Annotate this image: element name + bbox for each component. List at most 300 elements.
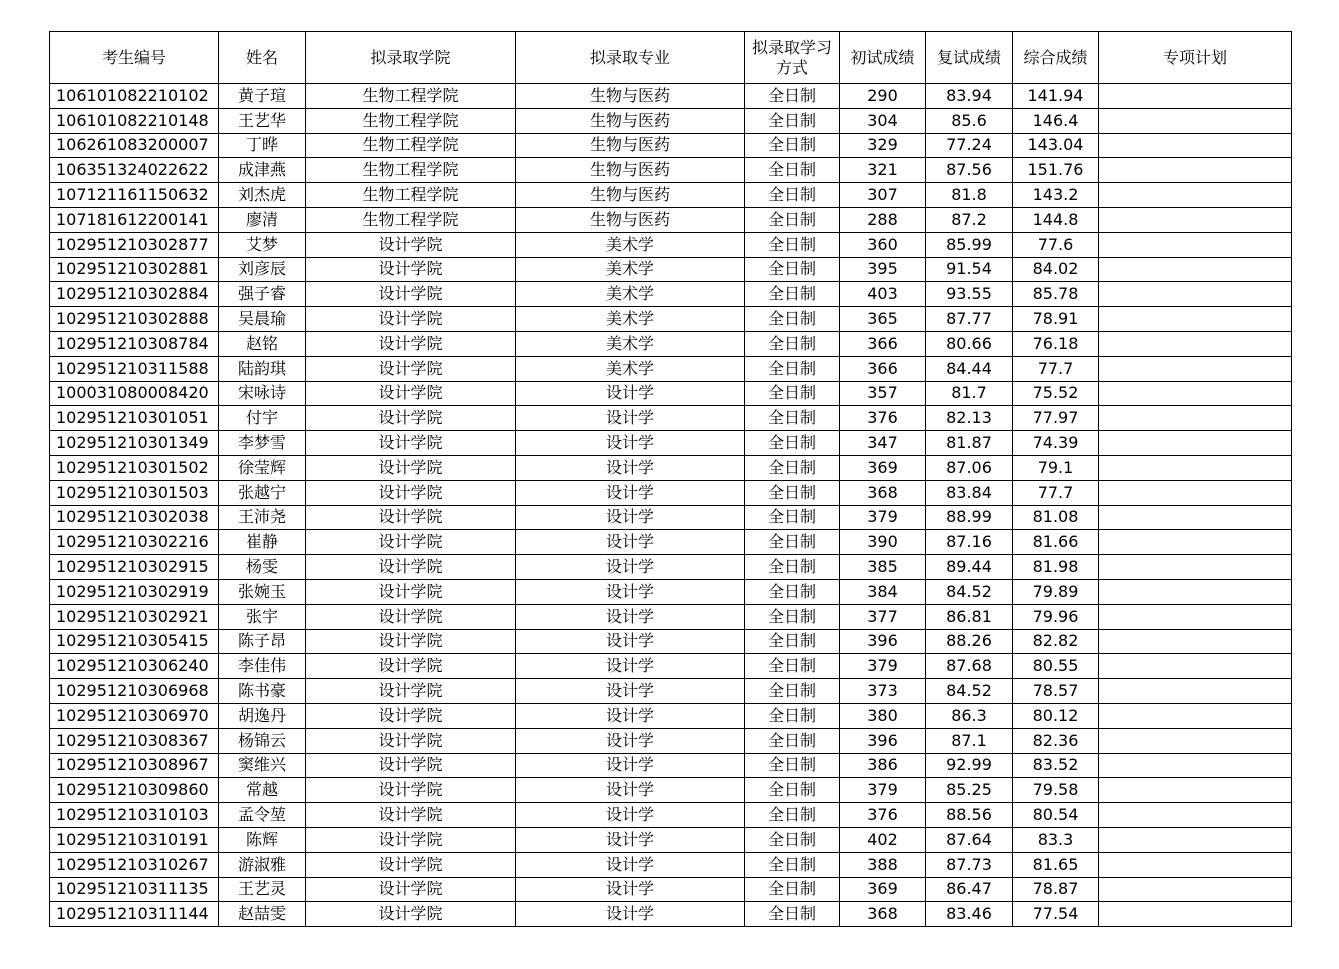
cell-study-mode: 全日制 — [745, 307, 840, 332]
cell-total-score: 80.54 — [1013, 803, 1099, 828]
cell-special-plan — [1099, 455, 1292, 480]
cell-name: 艾梦 — [219, 232, 306, 257]
cell-initial-score: 360 — [840, 232, 926, 257]
cell-exam-id: 102951210302888 — [50, 307, 219, 332]
cell-major: 生物与医药 — [516, 158, 745, 183]
cell-retest-score: 84.44 — [926, 356, 1013, 381]
header-initial-score: 初试成绩 — [840, 32, 926, 84]
cell-study-mode: 全日制 — [745, 579, 840, 604]
cell-college: 设计学院 — [306, 356, 516, 381]
cell-college: 设计学院 — [306, 728, 516, 753]
cell-special-plan — [1099, 530, 1292, 555]
cell-total-score: 78.87 — [1013, 877, 1099, 902]
cell-total-score: 80.55 — [1013, 654, 1099, 679]
cell-name: 付宇 — [219, 406, 306, 431]
cell-retest-score: 87.68 — [926, 654, 1013, 679]
cell-exam-id: 102951210306970 — [50, 703, 219, 728]
cell-retest-score: 93.55 — [926, 282, 1013, 307]
cell-study-mode: 全日制 — [745, 728, 840, 753]
cell-retest-score: 92.99 — [926, 753, 1013, 778]
cell-exam-id: 102951210306968 — [50, 679, 219, 704]
cell-exam-id: 102951210311144 — [50, 902, 219, 927]
cell-exam-id: 102951210302877 — [50, 232, 219, 257]
cell-major: 美术学 — [516, 307, 745, 332]
header-retest-score: 复试成绩 — [926, 32, 1013, 84]
cell-retest-score: 83.46 — [926, 902, 1013, 927]
cell-major: 设计学 — [516, 852, 745, 877]
cell-major: 设计学 — [516, 579, 745, 604]
cell-initial-score: 369 — [840, 455, 926, 480]
cell-college: 生物工程学院 — [306, 133, 516, 158]
cell-special-plan — [1099, 579, 1292, 604]
cell-special-plan — [1099, 505, 1292, 530]
cell-major: 设计学 — [516, 753, 745, 778]
cell-study-mode: 全日制 — [745, 207, 840, 232]
cell-name: 赵喆雯 — [219, 902, 306, 927]
table-row — [50, 84, 1292, 109]
cell-college: 设计学院 — [306, 778, 516, 803]
cell-total-score: 144.8 — [1013, 207, 1099, 232]
cell-college: 设计学院 — [306, 803, 516, 828]
cell-initial-score: 329 — [840, 133, 926, 158]
cell-major: 设计学 — [516, 604, 745, 629]
cell-total-score: 82.82 — [1013, 629, 1099, 654]
cell-study-mode: 全日制 — [745, 108, 840, 133]
cell-retest-score: 87.1 — [926, 728, 1013, 753]
cell-college: 设计学院 — [306, 431, 516, 456]
cell-initial-score: 365 — [840, 307, 926, 332]
admission-table — [49, 31, 1292, 927]
cell-total-score: 84.02 — [1013, 257, 1099, 282]
cell-initial-score: 304 — [840, 108, 926, 133]
cell-special-plan — [1099, 728, 1292, 753]
cell-special-plan — [1099, 108, 1292, 133]
cell-study-mode: 全日制 — [745, 183, 840, 208]
cell-initial-score: 307 — [840, 183, 926, 208]
cell-major: 设计学 — [516, 555, 745, 580]
cell-initial-score: 376 — [840, 803, 926, 828]
cell-total-score: 74.39 — [1013, 431, 1099, 456]
cell-exam-id: 102951210311135 — [50, 877, 219, 902]
cell-total-score: 81.08 — [1013, 505, 1099, 530]
table-row — [50, 530, 1292, 555]
table-row — [50, 505, 1292, 530]
table-row — [50, 158, 1292, 183]
cell-name: 陆韵琪 — [219, 356, 306, 381]
table-row — [50, 480, 1292, 505]
cell-special-plan — [1099, 331, 1292, 356]
cell-college: 设计学院 — [306, 579, 516, 604]
cell-name: 徐莹辉 — [219, 455, 306, 480]
cell-major: 设计学 — [516, 728, 745, 753]
table-row — [50, 728, 1292, 753]
table-row — [50, 133, 1292, 158]
cell-initial-score: 369 — [840, 877, 926, 902]
cell-college: 设计学院 — [306, 604, 516, 629]
cell-major: 美术学 — [516, 331, 745, 356]
cell-retest-score: 91.54 — [926, 257, 1013, 282]
table-row — [50, 232, 1292, 257]
cell-special-plan — [1099, 654, 1292, 679]
header-total-score: 综合成绩 — [1013, 32, 1099, 84]
cell-retest-score: 87.73 — [926, 852, 1013, 877]
cell-study-mode: 全日制 — [745, 604, 840, 629]
cell-initial-score: 379 — [840, 654, 926, 679]
cell-retest-score: 81.87 — [926, 431, 1013, 456]
cell-total-score: 151.76 — [1013, 158, 1099, 183]
cell-college: 设计学院 — [306, 480, 516, 505]
table-row — [50, 753, 1292, 778]
cell-name: 杨锦云 — [219, 728, 306, 753]
cell-retest-score: 86.47 — [926, 877, 1013, 902]
cell-retest-score: 84.52 — [926, 679, 1013, 704]
cell-name: 成津燕 — [219, 158, 306, 183]
cell-retest-score: 87.2 — [926, 207, 1013, 232]
cell-major: 美术学 — [516, 282, 745, 307]
cell-college: 设计学院 — [306, 555, 516, 580]
cell-initial-score: 396 — [840, 728, 926, 753]
cell-initial-score: 380 — [840, 703, 926, 728]
cell-study-mode: 全日制 — [745, 902, 840, 927]
cell-exam-id: 102951210301502 — [50, 455, 219, 480]
cell-total-score: 79.96 — [1013, 604, 1099, 629]
cell-study-mode: 全日制 — [745, 827, 840, 852]
cell-total-score: 77.54 — [1013, 902, 1099, 927]
cell-name: 王艺灵 — [219, 877, 306, 902]
cell-study-mode: 全日制 — [745, 555, 840, 580]
cell-exam-id: 102951210308784 — [50, 331, 219, 356]
cell-name: 陈辉 — [219, 827, 306, 852]
cell-college: 生物工程学院 — [306, 207, 516, 232]
header-study-mode: 拟录取学习方式 — [745, 32, 840, 84]
table-header — [50, 32, 1292, 84]
cell-exam-id: 102951210311588 — [50, 356, 219, 381]
cell-name: 李佳伟 — [219, 654, 306, 679]
cell-total-score: 77.7 — [1013, 480, 1099, 505]
table-row — [50, 803, 1292, 828]
cell-name: 张宇 — [219, 604, 306, 629]
cell-college: 设计学院 — [306, 232, 516, 257]
cell-total-score: 83.3 — [1013, 827, 1099, 852]
cell-retest-score: 82.13 — [926, 406, 1013, 431]
cell-study-mode: 全日制 — [745, 530, 840, 555]
table-row — [50, 207, 1292, 232]
cell-initial-score: 377 — [840, 604, 926, 629]
cell-study-mode: 全日制 — [745, 84, 840, 109]
cell-retest-score: 87.77 — [926, 307, 1013, 332]
cell-college: 生物工程学院 — [306, 108, 516, 133]
cell-college: 生物工程学院 — [306, 183, 516, 208]
cell-special-plan — [1099, 604, 1292, 629]
cell-name: 崔静 — [219, 530, 306, 555]
cell-retest-score: 80.66 — [926, 331, 1013, 356]
cell-name: 王沛尧 — [219, 505, 306, 530]
cell-major: 生物与医药 — [516, 84, 745, 109]
cell-college: 设计学院 — [306, 530, 516, 555]
cell-major: 设计学 — [516, 455, 745, 480]
cell-total-score: 79.89 — [1013, 579, 1099, 604]
cell-total-score: 76.18 — [1013, 331, 1099, 356]
table-row — [50, 406, 1292, 431]
cell-exam-id: 102951210309860 — [50, 778, 219, 803]
table-row — [50, 307, 1292, 332]
table-row — [50, 356, 1292, 381]
cell-major: 设计学 — [516, 480, 745, 505]
cell-name: 赵铭 — [219, 331, 306, 356]
cell-study-mode: 全日制 — [745, 778, 840, 803]
cell-special-plan — [1099, 381, 1292, 406]
table-row — [50, 604, 1292, 629]
cell-initial-score: 376 — [840, 406, 926, 431]
table-row — [50, 431, 1292, 456]
cell-initial-score: 321 — [840, 158, 926, 183]
cell-major: 设计学 — [516, 827, 745, 852]
cell-exam-id: 102951210301051 — [50, 406, 219, 431]
cell-exam-id: 102951210310103 — [50, 803, 219, 828]
cell-special-plan — [1099, 207, 1292, 232]
cell-special-plan — [1099, 778, 1292, 803]
cell-total-score: 81.66 — [1013, 530, 1099, 555]
cell-major: 设计学 — [516, 530, 745, 555]
cell-name: 丁晔 — [219, 133, 306, 158]
cell-college: 设计学院 — [306, 331, 516, 356]
cell-retest-score: 85.6 — [926, 108, 1013, 133]
cell-special-plan — [1099, 555, 1292, 580]
cell-exam-id: 107121161150632 — [50, 183, 219, 208]
cell-name: 张婉玉 — [219, 579, 306, 604]
cell-initial-score: 379 — [840, 505, 926, 530]
cell-total-score: 81.65 — [1013, 852, 1099, 877]
cell-exam-id: 102951210302881 — [50, 257, 219, 282]
cell-initial-score: 373 — [840, 679, 926, 704]
cell-name: 张越宁 — [219, 480, 306, 505]
cell-study-mode: 全日制 — [745, 356, 840, 381]
table-row — [50, 827, 1292, 852]
table-row — [50, 852, 1292, 877]
header-major: 拟录取专业 — [516, 32, 745, 84]
cell-initial-score: 366 — [840, 331, 926, 356]
cell-initial-score: 388 — [840, 852, 926, 877]
cell-retest-score: 87.56 — [926, 158, 1013, 183]
cell-major: 生物与医药 — [516, 133, 745, 158]
cell-retest-score: 86.3 — [926, 703, 1013, 728]
cell-exam-id: 102951210310191 — [50, 827, 219, 852]
cell-exam-id: 102951210305415 — [50, 629, 219, 654]
cell-study-mode: 全日制 — [745, 158, 840, 183]
cell-major: 设计学 — [516, 406, 745, 431]
cell-retest-score: 84.52 — [926, 579, 1013, 604]
cell-name: 吴晨瑜 — [219, 307, 306, 332]
cell-name: 黄子瑄 — [219, 84, 306, 109]
table-row — [50, 282, 1292, 307]
cell-initial-score: 385 — [840, 555, 926, 580]
cell-exam-id: 102951210306240 — [50, 654, 219, 679]
cell-college: 设计学院 — [306, 679, 516, 704]
cell-exam-id: 106101082210102 — [50, 84, 219, 109]
cell-exam-id: 102951210302921 — [50, 604, 219, 629]
cell-college: 设计学院 — [306, 406, 516, 431]
cell-major: 设计学 — [516, 654, 745, 679]
cell-exam-id: 107181612200141 — [50, 207, 219, 232]
cell-exam-id: 102951210301503 — [50, 480, 219, 505]
cell-initial-score: 379 — [840, 778, 926, 803]
cell-exam-id: 102951210302216 — [50, 530, 219, 555]
cell-major: 生物与医药 — [516, 207, 745, 232]
table-row — [50, 455, 1292, 480]
cell-exam-id: 102951210310267 — [50, 852, 219, 877]
cell-major: 设计学 — [516, 505, 745, 530]
table-row — [50, 902, 1292, 927]
table-row — [50, 183, 1292, 208]
cell-retest-score: 87.16 — [926, 530, 1013, 555]
cell-major: 设计学 — [516, 381, 745, 406]
table-row — [50, 381, 1292, 406]
cell-retest-score: 81.8 — [926, 183, 1013, 208]
cell-special-plan — [1099, 158, 1292, 183]
cell-college: 设计学院 — [306, 753, 516, 778]
cell-retest-score: 77.24 — [926, 133, 1013, 158]
cell-college: 生物工程学院 — [306, 158, 516, 183]
cell-exam-id: 102951210302915 — [50, 555, 219, 580]
cell-college: 设计学院 — [306, 257, 516, 282]
table-row — [50, 703, 1292, 728]
cell-college: 设计学院 — [306, 877, 516, 902]
cell-major: 设计学 — [516, 629, 745, 654]
cell-exam-id: 102951210302038 — [50, 505, 219, 530]
table-row — [50, 629, 1292, 654]
cell-special-plan — [1099, 282, 1292, 307]
cell-name: 强子睿 — [219, 282, 306, 307]
cell-college: 设计学院 — [306, 827, 516, 852]
cell-total-score: 78.91 — [1013, 307, 1099, 332]
cell-major: 生物与医药 — [516, 108, 745, 133]
cell-total-score: 78.57 — [1013, 679, 1099, 704]
cell-special-plan — [1099, 84, 1292, 109]
cell-name: 孟令堃 — [219, 803, 306, 828]
table-row — [50, 877, 1292, 902]
cell-exam-id: 102951210301349 — [50, 431, 219, 456]
cell-major: 设计学 — [516, 902, 745, 927]
cell-exam-id: 102951210308367 — [50, 728, 219, 753]
cell-name: 刘杰虎 — [219, 183, 306, 208]
cell-major: 设计学 — [516, 679, 745, 704]
cell-study-mode: 全日制 — [745, 703, 840, 728]
cell-exam-id: 106261083200007 — [50, 133, 219, 158]
cell-total-score: 83.52 — [1013, 753, 1099, 778]
table-row — [50, 778, 1292, 803]
cell-study-mode: 全日制 — [745, 133, 840, 158]
cell-name: 常越 — [219, 778, 306, 803]
cell-exam-id: 100031080008420 — [50, 381, 219, 406]
table-row — [50, 331, 1292, 356]
cell-major: 设计学 — [516, 877, 745, 902]
cell-major: 设计学 — [516, 431, 745, 456]
cell-initial-score: 396 — [840, 629, 926, 654]
cell-name: 李梦雪 — [219, 431, 306, 456]
cell-special-plan — [1099, 877, 1292, 902]
cell-study-mode: 全日制 — [745, 852, 840, 877]
cell-initial-score: 395 — [840, 257, 926, 282]
cell-initial-score: 403 — [840, 282, 926, 307]
cell-college: 设计学院 — [306, 629, 516, 654]
cell-name: 胡逸丹 — [219, 703, 306, 728]
cell-name: 杨雯 — [219, 555, 306, 580]
cell-total-score: 141.94 — [1013, 84, 1099, 109]
cell-college: 设计学院 — [306, 902, 516, 927]
cell-special-plan — [1099, 431, 1292, 456]
cell-college: 设计学院 — [306, 852, 516, 877]
cell-special-plan — [1099, 406, 1292, 431]
cell-name: 廖清 — [219, 207, 306, 232]
cell-total-score: 77.7 — [1013, 356, 1099, 381]
cell-major: 设计学 — [516, 778, 745, 803]
cell-study-mode: 全日制 — [745, 331, 840, 356]
cell-name: 刘彦辰 — [219, 257, 306, 282]
cell-special-plan — [1099, 629, 1292, 654]
cell-initial-score: 384 — [840, 579, 926, 604]
cell-college: 设计学院 — [306, 654, 516, 679]
cell-retest-score: 88.99 — [926, 505, 1013, 530]
cell-retest-score: 88.26 — [926, 629, 1013, 654]
cell-initial-score: 386 — [840, 753, 926, 778]
cell-name: 宋咏诗 — [219, 381, 306, 406]
cell-exam-id: 102951210302919 — [50, 579, 219, 604]
cell-special-plan — [1099, 183, 1292, 208]
cell-retest-score: 88.56 — [926, 803, 1013, 828]
cell-college: 设计学院 — [306, 455, 516, 480]
table-row — [50, 679, 1292, 704]
cell-study-mode: 全日制 — [745, 679, 840, 704]
cell-total-score: 75.52 — [1013, 381, 1099, 406]
header-name: 姓名 — [219, 32, 306, 84]
cell-name: 窦维兴 — [219, 753, 306, 778]
cell-major: 美术学 — [516, 356, 745, 381]
cell-major: 设计学 — [516, 803, 745, 828]
cell-retest-score: 83.84 — [926, 480, 1013, 505]
cell-initial-score: 402 — [840, 827, 926, 852]
table-row — [50, 555, 1292, 580]
cell-total-score: 79.58 — [1013, 778, 1099, 803]
cell-study-mode: 全日制 — [745, 455, 840, 480]
cell-special-plan — [1099, 902, 1292, 927]
cell-retest-score: 89.44 — [926, 555, 1013, 580]
cell-major: 美术学 — [516, 257, 745, 282]
cell-exam-id: 102951210302884 — [50, 282, 219, 307]
cell-retest-score: 83.94 — [926, 84, 1013, 109]
header-special-plan: 专项计划 — [1099, 32, 1292, 84]
cell-special-plan — [1099, 356, 1292, 381]
cell-total-score: 85.78 — [1013, 282, 1099, 307]
cell-initial-score: 290 — [840, 84, 926, 109]
cell-study-mode: 全日制 — [745, 803, 840, 828]
header-college: 拟录取学院 — [306, 32, 516, 84]
cell-study-mode: 全日制 — [745, 282, 840, 307]
cell-name: 陈子昂 — [219, 629, 306, 654]
cell-initial-score: 368 — [840, 902, 926, 927]
cell-total-score: 82.36 — [1013, 728, 1099, 753]
cell-special-plan — [1099, 753, 1292, 778]
table-row — [50, 654, 1292, 679]
cell-study-mode: 全日制 — [745, 257, 840, 282]
cell-retest-score: 85.25 — [926, 778, 1013, 803]
cell-name: 王艺华 — [219, 108, 306, 133]
cell-retest-score: 87.06 — [926, 455, 1013, 480]
cell-total-score: 143.2 — [1013, 183, 1099, 208]
cell-retest-score: 87.64 — [926, 827, 1013, 852]
cell-exam-id: 106101082210148 — [50, 108, 219, 133]
cell-initial-score: 390 — [840, 530, 926, 555]
cell-major: 美术学 — [516, 232, 745, 257]
